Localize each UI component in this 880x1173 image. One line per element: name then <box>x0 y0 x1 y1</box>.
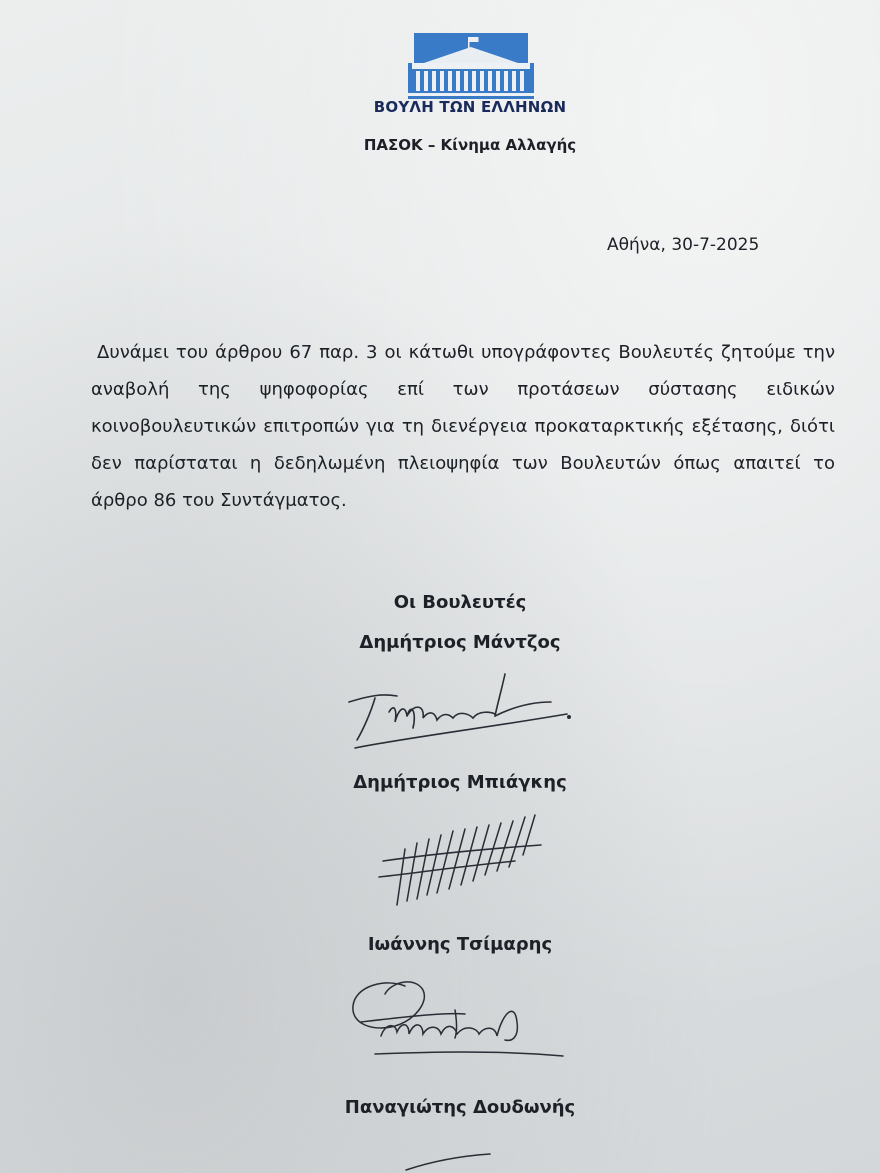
signature-2 <box>375 815 555 915</box>
signatories-heading: Οι Βουλευτές <box>393 592 527 613</box>
date-line: Αθήνα, 30-7-2025 <box>607 235 760 255</box>
signatory-name-1: Δημήτριος Μάντζος <box>359 632 561 653</box>
parliament-logo-icon <box>408 33 534 99</box>
signature-3 <box>345 972 585 1072</box>
signature-4 <box>400 1148 520 1173</box>
party-name: ΠΑΣΟΚ – Κίνημα Αλλαγής <box>363 136 577 154</box>
signature-1 <box>345 672 585 757</box>
request-paragraph: Δυνάμει του άρθρου 67 παρ. 3 οι κάτωθι υπογράφοντες Βουλευτές ζητούμε την αναβολή της ψηφοφορίας επί των προτάσεων σύστασης ειδικών κοινοβουλευτικών επιτροπών για τη διενέργεια προκαταρκτικής εξέτασης, διότι δεν παρίσταται η δεδηλωμένη πλειοψηφία των Βουλευτών όπως απαιτεί το άρθρο 86 του Συντάγματος. <box>91 342 835 511</box>
signatory-name-4: Παναγιώτης Δουδωνής <box>344 1097 576 1118</box>
signatory-name-2: Δημήτριος Μπιάγκης <box>353 772 567 793</box>
institution-name: ΒΟΥΛΗ ΤΩΝ ΕΛΛΗΝΩΝ <box>373 98 567 116</box>
signatory-name-3: Ιωάννης Τσίμαρης <box>367 934 553 955</box>
